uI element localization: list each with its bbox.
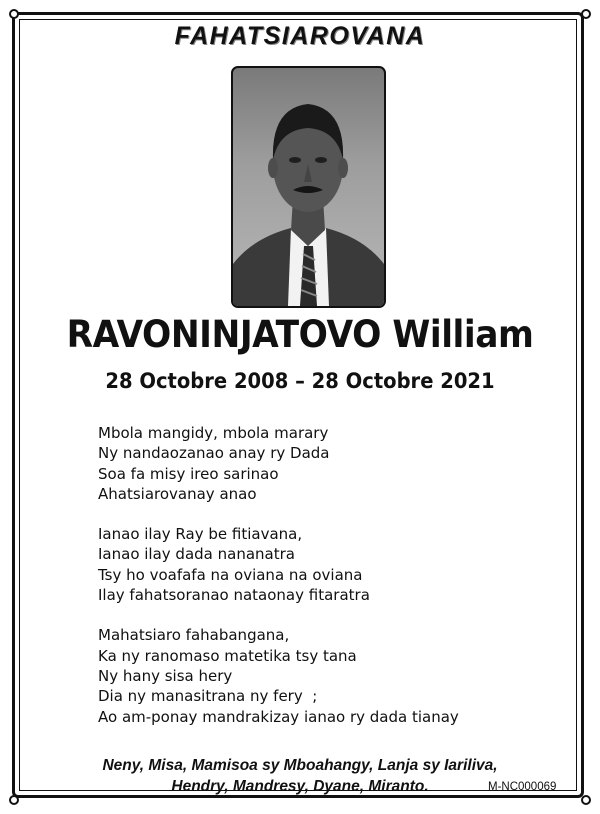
poem-line: Ilay fahatsoranao nataonay fitaratra [98,586,370,605]
poem-line: Ka ny ranomaso matetika tsy tana [98,646,357,665]
poem-stanza [98,524,528,605]
family-line: Hendry, Mandresy, Dyane, Miranto. [171,778,429,795]
poem-line: Dia ny manasitrana ny fery ; [98,687,318,706]
poem-line: Ao am-ponay mandrakizay ianao ry dada tianay [98,707,459,726]
memorial-poem [98,423,528,747]
corner-ornament [581,9,591,19]
notice-title: FAHATSIAROVANA [174,22,426,50]
poem-line: Ahatsiarovanay anao [98,484,257,503]
poem-line: Tsy ho voafafa na oviana na oviana [98,565,363,584]
poem-line: Ny nandaozanao anay ry Dada [98,444,330,463]
poem-line: Ianao ilay Ray be fitiavana, [98,525,303,544]
date-range: 28 Octobre 2008 – 28 Octobre 2021 [105,369,495,393]
poem-line: Soa fa misy ireo sarinao [98,464,279,483]
poem-line: Mahatsiaro fahabangana, [98,626,290,645]
deceased-name: RAVONINJATOVO William [66,313,534,356]
corner-ornament [9,9,19,19]
poem-line: Ny hany sisa hery [98,666,233,685]
poem-line: Ianao ilay dada nananatra [98,545,295,564]
poem-stanza [98,625,528,726]
family-line: Neny, Misa, Mamisoa sy Mboahangy, Lanja sy Iariliva, [102,757,498,774]
poem-line: Mbola mangidy, mbola marary [98,424,329,442]
reference-code: M-NC000069 [488,781,557,793]
poem-stanza [98,423,528,504]
portrait-illustration [233,68,384,306]
portrait-photo [231,66,386,308]
